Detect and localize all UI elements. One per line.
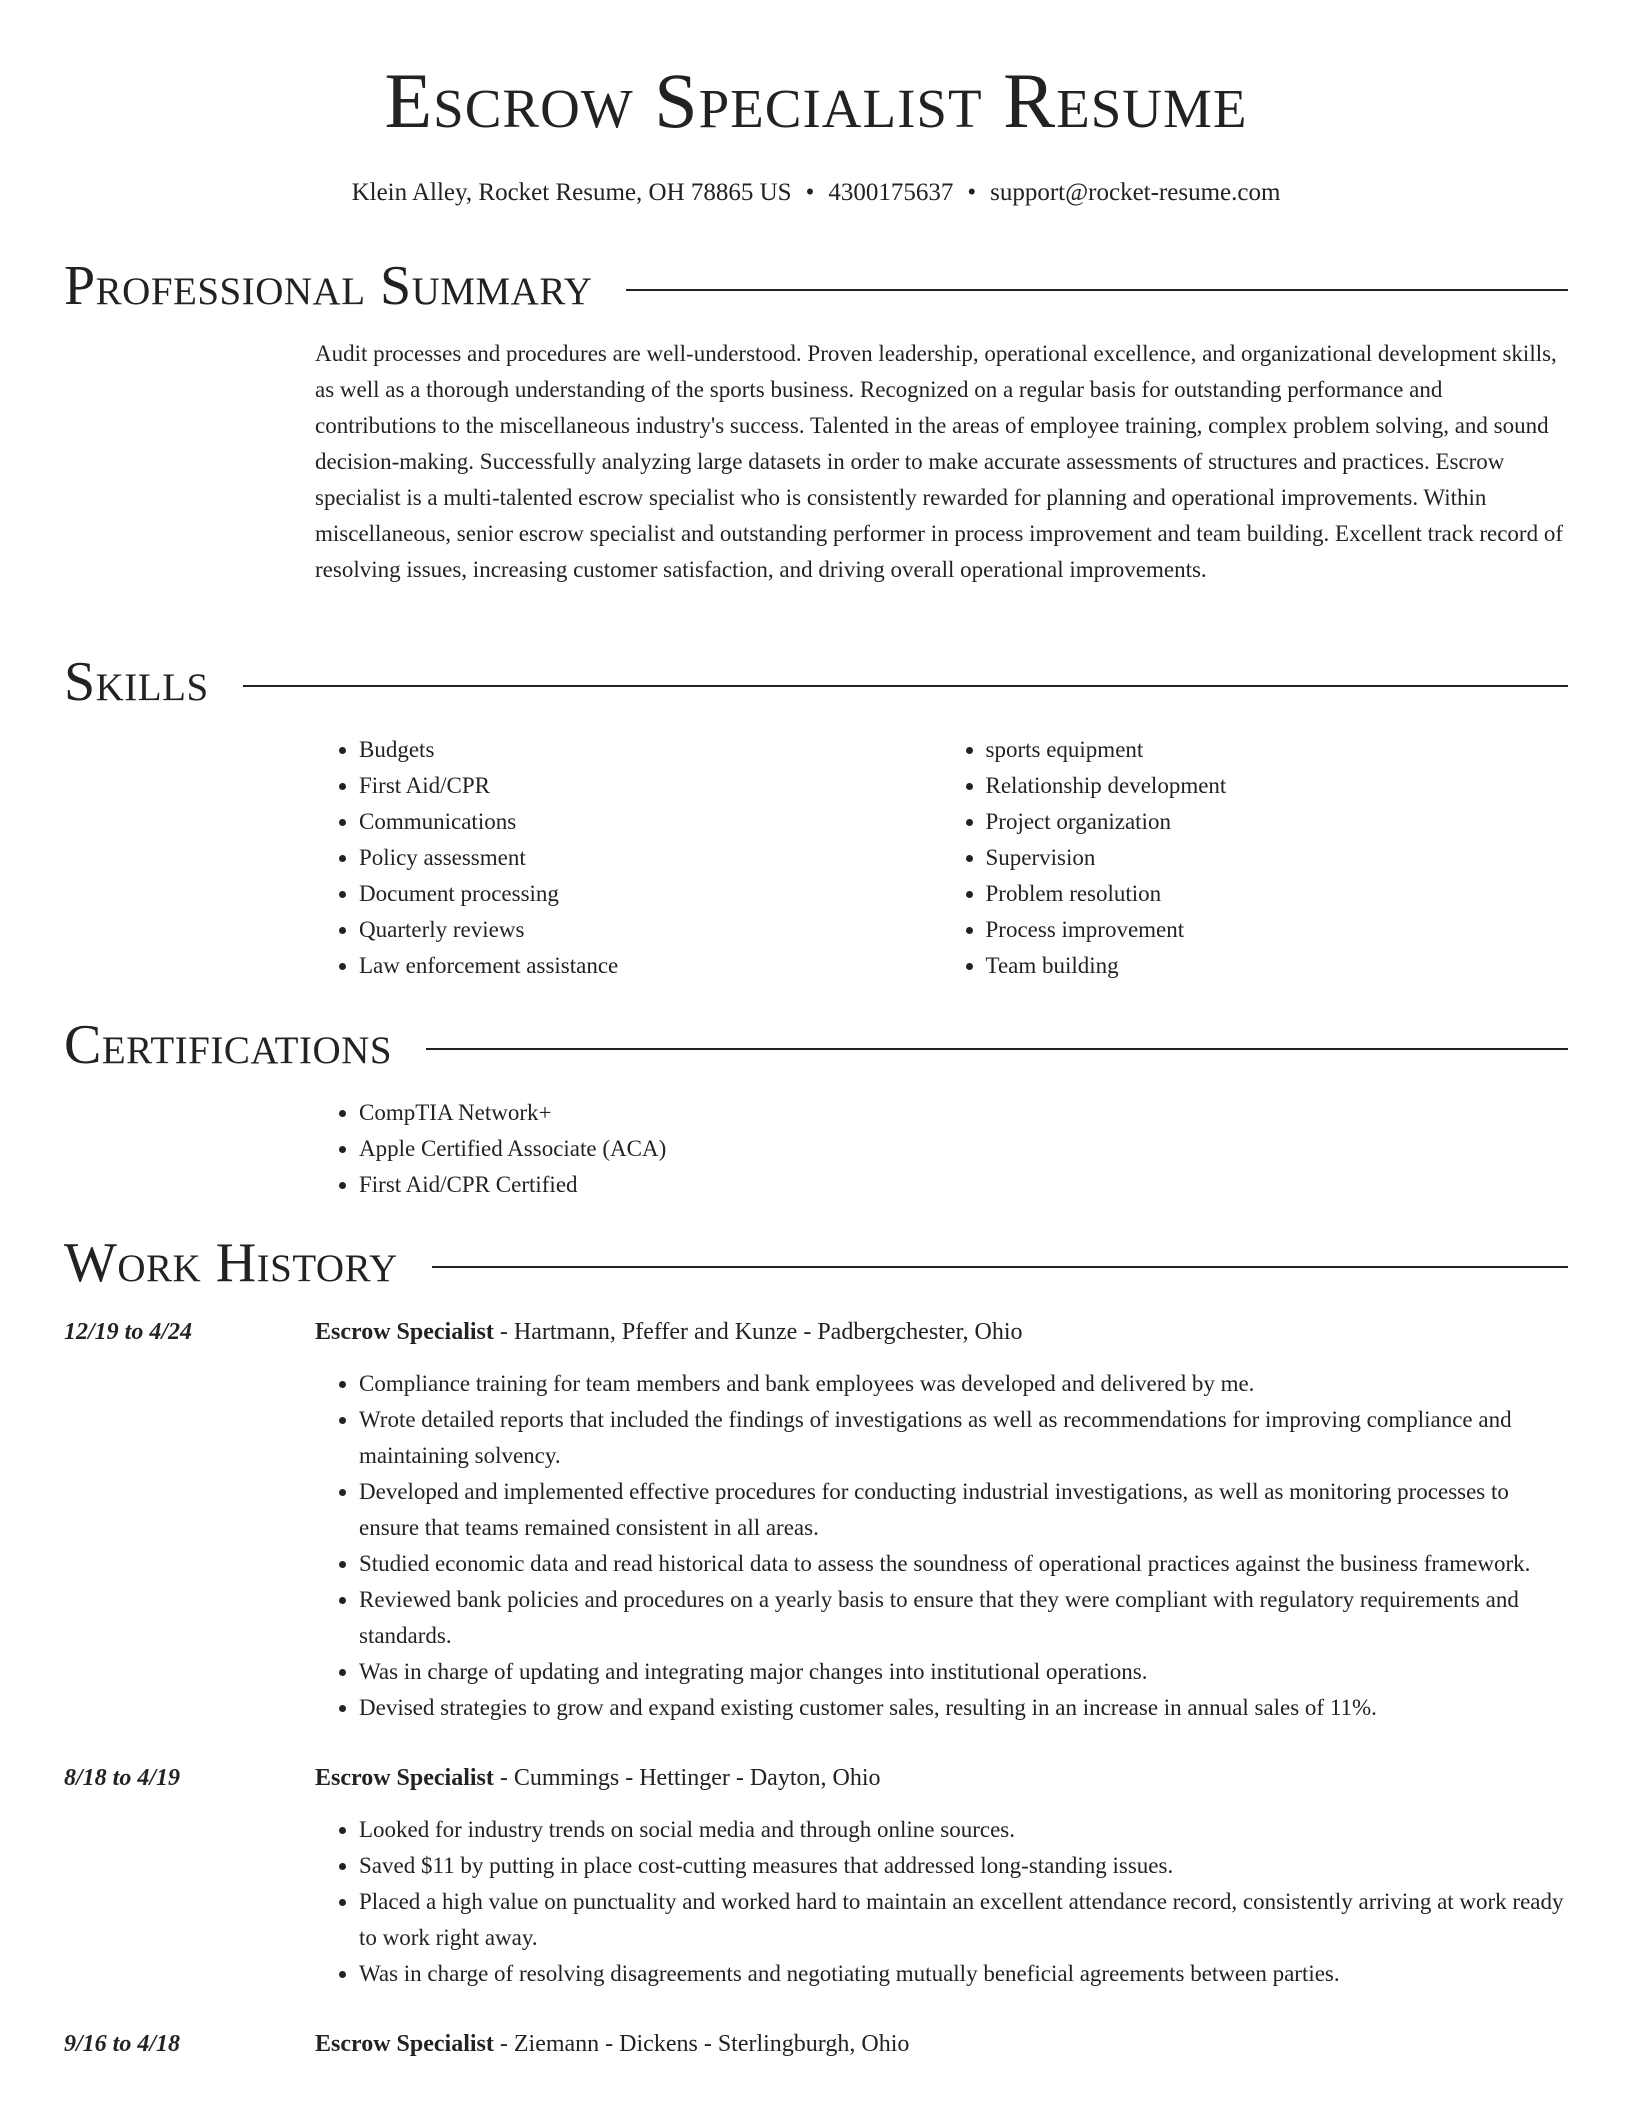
job-dates: 9/16 to 4/18 [64, 2031, 181, 2057]
resume-title: Escrow Specialist Resume [384, 57, 1248, 144]
job-role: Escrow Specialist [315, 1765, 494, 1791]
work-history-section [64, 1232, 1568, 2062]
skill-item: • Relationship development [986, 768, 1569, 804]
job-dates: 12/19 to 4/24 [64, 1319, 193, 1345]
summary-header [64, 255, 1568, 317]
responsibility-item: • Placed a high value on punctuality and worked hard to maintain an excellent attendance record, consistently arriving at work ready to work right away. [359, 1884, 1568, 1956]
job-responsibilities [315, 1366, 1568, 1726]
work-history-heading: Work History [64, 1232, 398, 1294]
job-employer-location: - Hartmann, Pfeffer and Kunze - Padbergchester, Ohio [493, 1319, 1023, 1345]
contact-line [0, 180, 1632, 205]
skill-item: • Document processing [359, 876, 942, 912]
skill-item: • Law enforcement assistance [359, 948, 942, 984]
responsibility-item: • Saved $11 by putting in place cost-cutting measures that addressed long-standing issues. [359, 1848, 1568, 1884]
skills-list-left [315, 732, 942, 984]
skills-grid [315, 732, 1568, 984]
job-role: Escrow Specialist [315, 1319, 494, 1345]
certifications-section [64, 1014, 1568, 1203]
certification-item: • Apple Certified Associate (ACA) [359, 1131, 1568, 1167]
section-divider [426, 1048, 1568, 1050]
job-entry [64, 1314, 1568, 1726]
certifications-header [64, 1014, 1568, 1076]
responsibility-item: • Compliance training for team members and bank employees was developed and delivered by me. [359, 1366, 1568, 1402]
job-dates: 8/18 to 4/19 [64, 1765, 181, 1791]
skill-item: • Quarterly reviews [359, 912, 942, 948]
job-entry [64, 1760, 1568, 1992]
summary-section [64, 255, 1568, 588]
skill-item: • Budgets [359, 732, 942, 768]
skill-item: • Policy assessment [359, 840, 942, 876]
section-divider [432, 1266, 1568, 1268]
certification-item: • First Aid/CPR Certified [359, 1167, 1568, 1203]
skills-section [64, 651, 1568, 984]
skill-item: • Team building [986, 948, 1569, 984]
job-title-line [315, 2026, 1568, 2062]
responsibility-item: • Wrote detailed reports that included the findings of investigations as well as recommendations for improving compliance and maintaining solvency. [359, 1402, 1568, 1474]
responsibility-item: • Developed and implemented effective procedures for conducting industrial investigations, as well as monitoring processes to ensure that teams remained consistent in all areas. [359, 1474, 1568, 1546]
responsibility-item: • Devised strategies to grow and expand existing customer sales, resulting in an increase in annual sales of 11%. [359, 1690, 1568, 1726]
section-divider [626, 289, 1568, 291]
responsibility-item: • Was in charge of resolving disagreements and negotiating mutually beneficial agreements between parties. [359, 1956, 1568, 1992]
summary-heading: Professional Summary [64, 255, 593, 317]
job-title-line [315, 1314, 1568, 1350]
job-employer-location: - Cummings - Hettinger - Dayton, Ohio [493, 1765, 881, 1791]
certifications-heading: Certifications [64, 1014, 393, 1076]
certification-item: • CompTIA Network+ [359, 1095, 1568, 1131]
skill-item: • sports equipment [986, 732, 1569, 768]
skills-list-right [942, 732, 1569, 984]
responsibility-item: • Was in charge of updating and integrating major changes into institutional operations. [359, 1654, 1568, 1690]
section-divider [243, 685, 1568, 687]
contact-separator: • [967, 179, 977, 206]
skills-header [64, 651, 1568, 713]
summary-text: Audit processes and procedures are well-understood. Proven leadership, operational excellence, and organizational development skills, as well as a thorough understanding of the sports business. Recognized on a regular basis for outstanding performance and contributions to the miscellaneous industry's success. Talented in the areas of employee training, complex problem solving, and sound decision-making. Successfully analyzing large datasets in order to make accurate assessments of structures and practices. Escrow specialist is a multi-talented escrow specialist who is consistently rewarded for planning and operational improvements. Within miscellaneous, senior escrow specialist and outstanding performer in process improvement and team building. Excellent track record of resolving issues, increasing customer satisfaction, and driving overall operational improvements. [315, 341, 1563, 582]
certifications-list [315, 1095, 1568, 1203]
skills-heading: Skills [64, 651, 209, 713]
contact-separator: • [805, 179, 815, 206]
work-history-list [64, 1314, 1568, 2062]
skill-item: • Process improvement [986, 912, 1569, 948]
skill-item: • First Aid/CPR [359, 768, 942, 804]
skill-item: • Project organization [986, 804, 1569, 840]
skill-item: • Communications [359, 804, 942, 840]
responsibility-item: • Reviewed bank policies and procedures on a yearly basis to ensure that they were compliant with regulatory requirements and standards. [359, 1582, 1568, 1654]
work-history-header [64, 1232, 1568, 1294]
skill-item: • Problem resolution [986, 876, 1569, 912]
skill-item: • Supervision [986, 840, 1569, 876]
responsibility-item: • Looked for industry trends on social media and through online sources. [359, 1812, 1568, 1848]
responsibility-item: • Studied economic data and read historical data to assess the soundness of operational practices against the business framework. [359, 1546, 1568, 1582]
contact-address: Klein Alley, Rocket Resume, OH 78865 US [351, 179, 792, 206]
contact-phone: 4300175637 [828, 179, 954, 206]
certifications-body [315, 1095, 1568, 1203]
job-employer-location: - Ziemann - Dickens - Sterlingburgh, Ohio [493, 2031, 910, 2057]
job-role: Escrow Specialist [315, 2031, 494, 2057]
job-title-line [315, 1760, 1568, 1796]
job-responsibilities [315, 1812, 1568, 1992]
contact-email: support@rocket-resume.com [990, 179, 1281, 206]
job-entry [64, 2026, 1568, 2062]
